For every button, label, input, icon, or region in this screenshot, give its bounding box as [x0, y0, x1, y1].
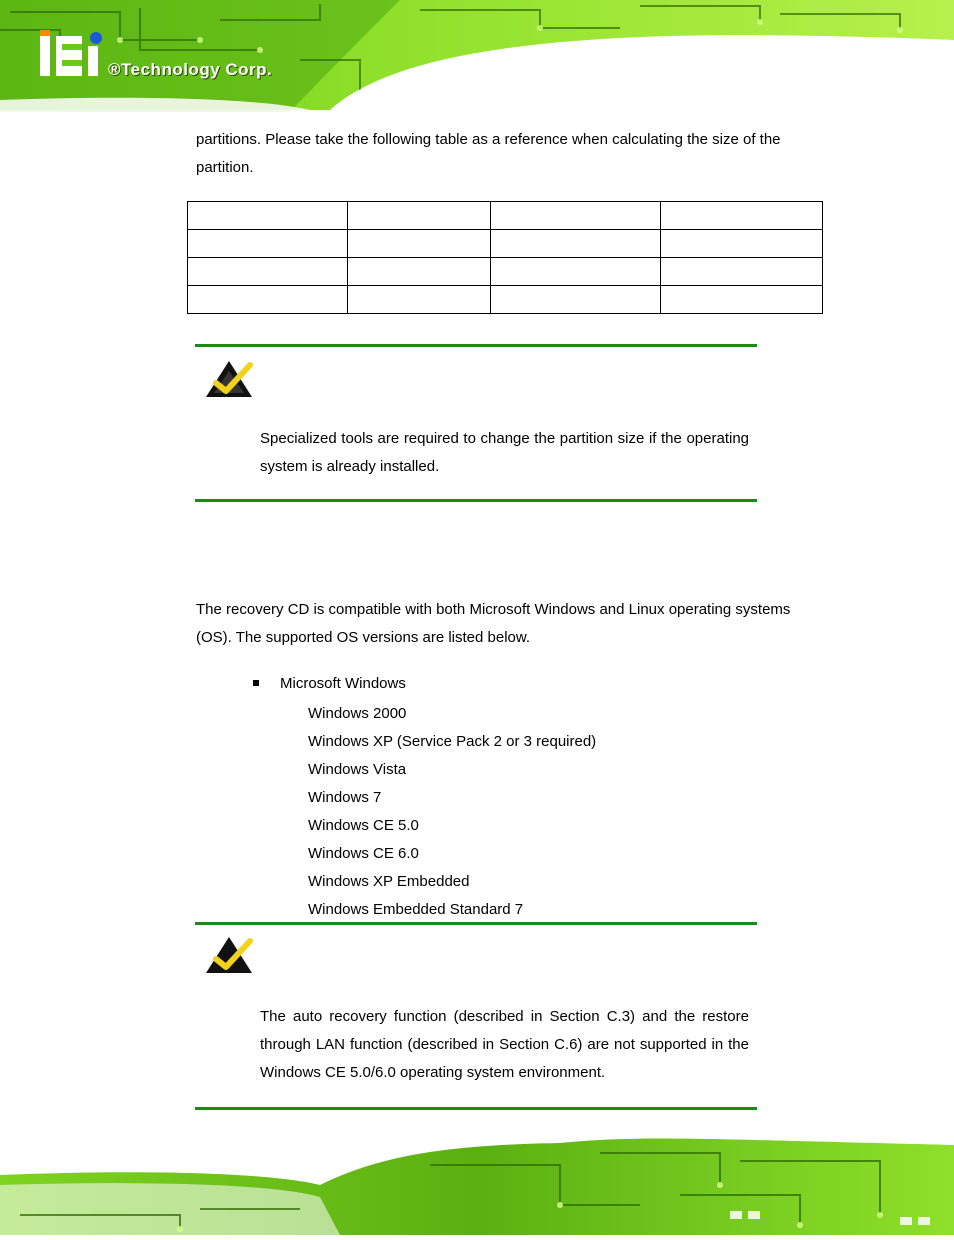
table-cell [491, 202, 661, 230]
iei-logo-mark [40, 30, 102, 76]
table-cell [661, 286, 823, 314]
list-item: Windows XP Embedded [308, 873, 470, 890]
circuit-board-header-graphic [0, 0, 954, 112]
partition-size-table [187, 201, 823, 314]
table-cell [348, 230, 491, 258]
header-banner [0, 0, 954, 112]
table-cell [661, 202, 823, 230]
bullet-label: Microsoft Windows [280, 675, 406, 692]
list-item: Windows Vista [308, 761, 407, 778]
table-row [188, 286, 823, 314]
table-cell [661, 258, 823, 286]
checkmark-note-icon [204, 935, 254, 975]
intro-paragraph: partitions. Please take the following table as a reference when calculating the size of the partition. [196, 131, 781, 176]
note-box [195, 922, 757, 1110]
square-bullet-icon [253, 680, 259, 686]
table-cell [661, 230, 823, 258]
footer-banner [0, 1125, 954, 1235]
table-cell [491, 230, 661, 258]
table-cell [188, 286, 348, 314]
list-item: Windows 2000 [308, 705, 407, 722]
table-cell [188, 258, 348, 286]
table-row [188, 202, 823, 230]
table-cell [348, 258, 491, 286]
windows-versions-list [308, 700, 596, 924]
list-item: Windows 7 [308, 789, 382, 806]
table-cell [188, 202, 348, 230]
circuit-board-footer-graphic [0, 1125, 954, 1235]
table-cell [491, 286, 661, 314]
note-text: The auto recovery function (described in Section C.3) and the restore through LAN function (described in Section C.6) are not supported in the Windows CE 5.0/6.0 operating system environment. [260, 1008, 749, 1081]
table-cell [491, 258, 661, 286]
table-cell [348, 202, 491, 230]
table-row [188, 258, 823, 286]
note-text: Specialized tools are required to change the partition size if the operating system is already installed. [260, 430, 749, 475]
table-cell [348, 286, 491, 314]
compatibility-paragraph: The recovery CD is compatible with both Microsoft Windows and Linux operating systems (OS). The supported OS versions are listed below. [196, 601, 791, 646]
checkmark-note-icon [204, 359, 254, 399]
list-item: Windows CE 6.0 [308, 845, 419, 862]
list-item: Windows Embedded Standard 7 [308, 901, 524, 918]
note-box [195, 344, 757, 502]
table-row [188, 230, 823, 258]
list-item: Windows XP (Service Pack 2 or 3 required) [308, 733, 597, 750]
list-item: Windows CE 5.0 [308, 817, 419, 834]
company-name: ®Technology Corp. [108, 60, 273, 79]
table-cell [188, 230, 348, 258]
